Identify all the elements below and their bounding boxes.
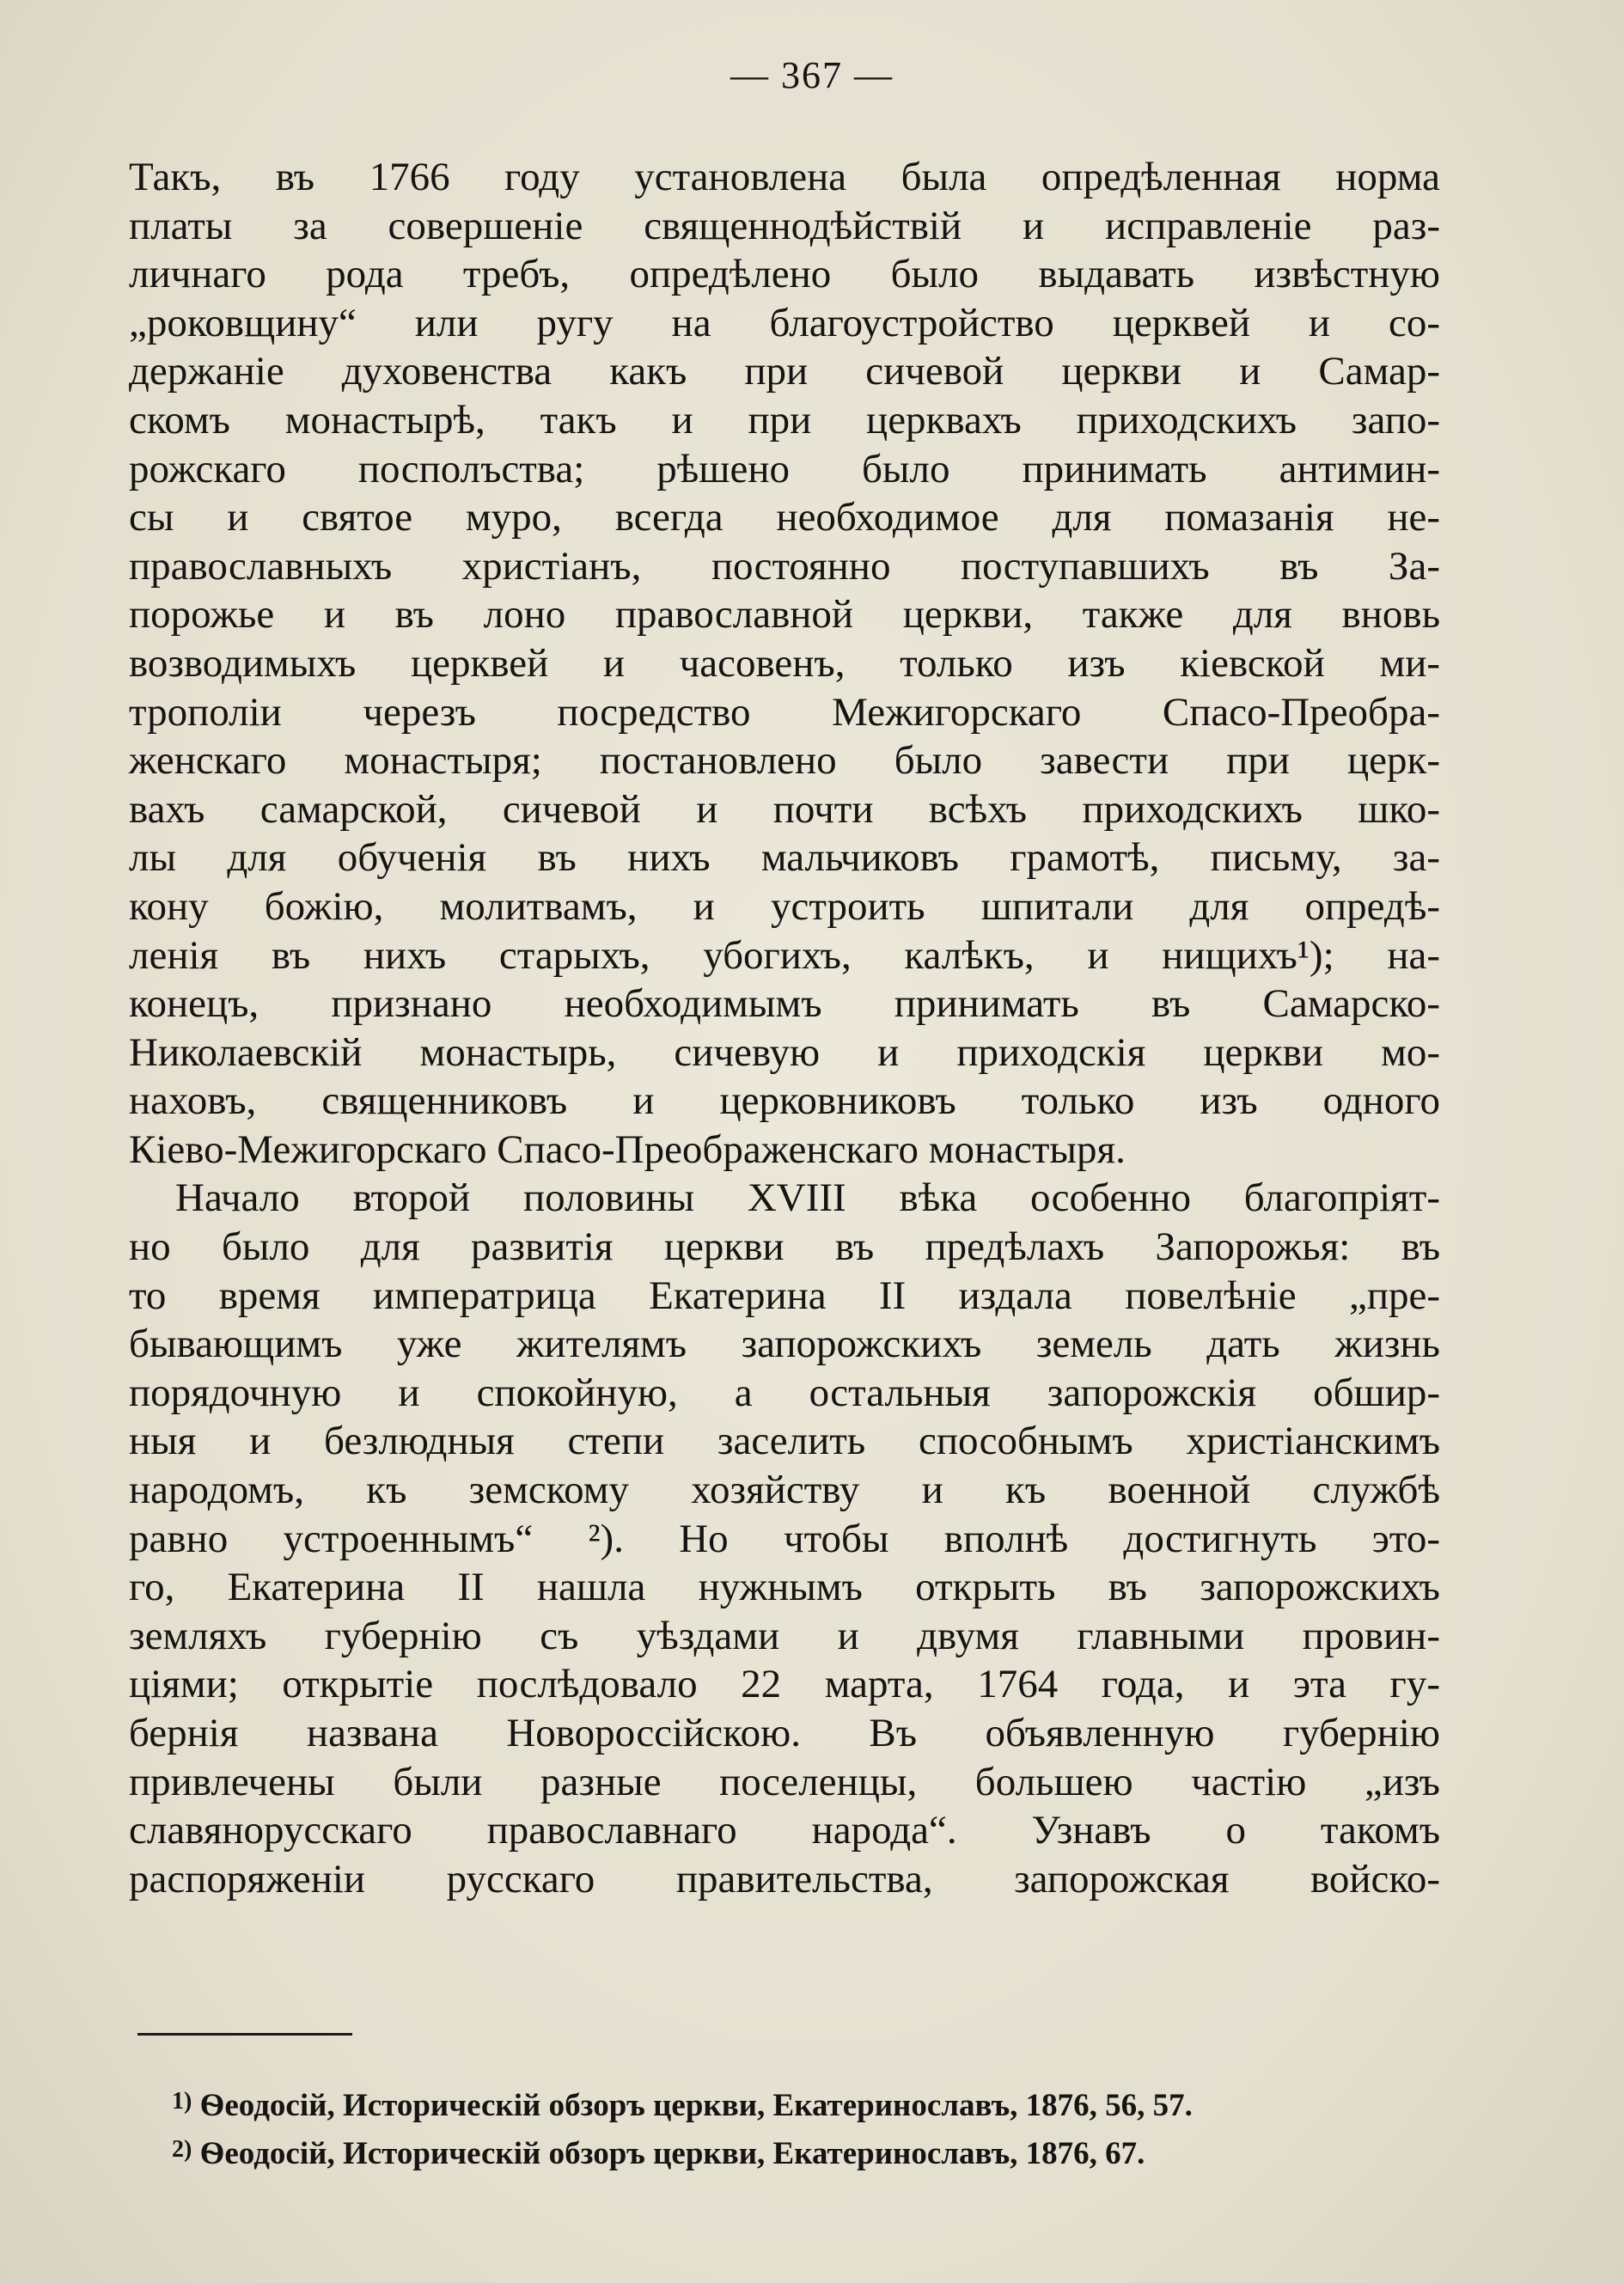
text-line: бывающимъ уже жителямъ запорожскихъ земель дать жизнь [129,1322,1440,1367]
text-line: славянорусскаго православнаго народа“. Узнавъ о такомъ [129,1808,1440,1853]
text-line: держаніе духовенства какъ при сичевой церкви и Самар- [129,349,1440,394]
footnote-divider [137,2033,352,2036]
text-line: бернія названа Новороссійскою. Въ объявленную губернію [129,1711,1440,1755]
text-line: распоряженіи русскаго правительства, запорожская войско- [129,1856,1440,1901]
text-line: народомъ, къ земскому хозяйству и къ военной службѣ [129,1468,1440,1513]
text-line: но было для развитія церкви въ предѣлахъ Запорожья: въ [129,1224,1440,1270]
footnote-mark: 1) [172,2088,192,2115]
footnote-mark: 2) [172,2136,192,2163]
text-line: „роковщину“ или ругу на благоустройство церквей и со- [129,300,1440,345]
text-line: порядочную и спокойную, а остальныя запорожскія обшир- [129,1370,1440,1415]
text-line: ціями; открытіе послѣдовало 22 марта, 1764 года, и эта гу- [129,1662,1440,1707]
text-line: Начало второй половины XVIII вѣка особенно благопріят- [175,1175,1440,1221]
text-line: Такъ, въ 1766 году установлена была опредѣленная норма [129,155,1440,199]
text-line: личнаго рода требъ, опредѣлено было выдавать извѣстную [129,252,1440,297]
footnote-text: Ѳеодосій, Историческій обзоръ церкви, Екатеринославъ, 1876, 56, 57. [199,2088,1193,2123]
text-line: Николаевскій монастырь, сичевую и приходскія церкви мо- [129,1029,1440,1075]
text-line: православныхъ христіанъ, постоянно поступавшихъ въ За- [129,543,1440,589]
text-line: кону божію, молитвамъ, и устроить шпитали для опредѣ- [129,883,1440,929]
text-line: то время императрица Екатерина II издала повелѣніе „пре- [129,1273,1440,1318]
text-line: привлечены были разные поселенцы, большею частію „изъ [129,1759,1440,1804]
footnotes [172,2078,1461,2174]
text-line: платы за совершеніе священнодѣйствій и исправленіе раз- [129,203,1440,248]
page-number: — 367 — [730,54,894,96]
body-text [129,153,1440,1903]
text-line: женскаго монастыря; постановлено было завести при церк- [129,738,1440,784]
text-line: земляхъ губернію съ уѣздами и двумя главными провин- [129,1613,1440,1658]
text-line: Кіево-Межигорскаго Спасо-Преображенскаго монастыря. [129,1126,1126,1172]
text-line: го, Екатерина II нашла нужнымъ открыть въ запорожскихъ [129,1565,1440,1610]
text-line: рожскаго посполъства; рѣшено было принимать антимин- [129,446,1440,491]
text-line: порожье и въ лоно православной церкви, также для вновь [129,592,1440,638]
footnote [172,2126,1461,2174]
text-line: ныя и безлюдныя степи заселить способнымъ христіанскимъ [129,1419,1440,1464]
text-line: скомъ монастырѣ, такъ и при церквахъ приходскихъ запо- [129,397,1440,443]
text-line: вахъ самарской, сичевой и почти всѣхъ приходскихъ шко- [129,786,1440,832]
text-line: сы и святое муро, всегда необходимое для помазанія не- [129,495,1440,540]
text-line: трополіи черезъ посредство Межигорскаго Спасо-Преобра- [129,689,1440,735]
text-line: возводимыхъ церквей и часовенъ, только изъ кіевской ми- [129,640,1440,686]
footnote [172,2078,1461,2126]
text-line: лы для обученія въ нихъ мальчиковъ грамотѣ, письму, за- [129,835,1440,881]
text-line: конецъ, признано необходимымъ принимать въ Самарско- [129,981,1440,1027]
text-line: наховъ, священниковъ и церковниковъ только изъ одного [129,1078,1440,1124]
text-line: ленія въ нихъ старыхъ, убогихъ, калѣкъ, и нищихъ¹); на- [129,932,1440,978]
text-line: равно устроеннымъ“ ²). Но чтобы вполнѣ достигнуть это- [129,1516,1440,1561]
footnote-text: Ѳеодосій, Историческій обзоръ церкви, Екатеринославъ, 1876, 67. [199,2136,1145,2171]
